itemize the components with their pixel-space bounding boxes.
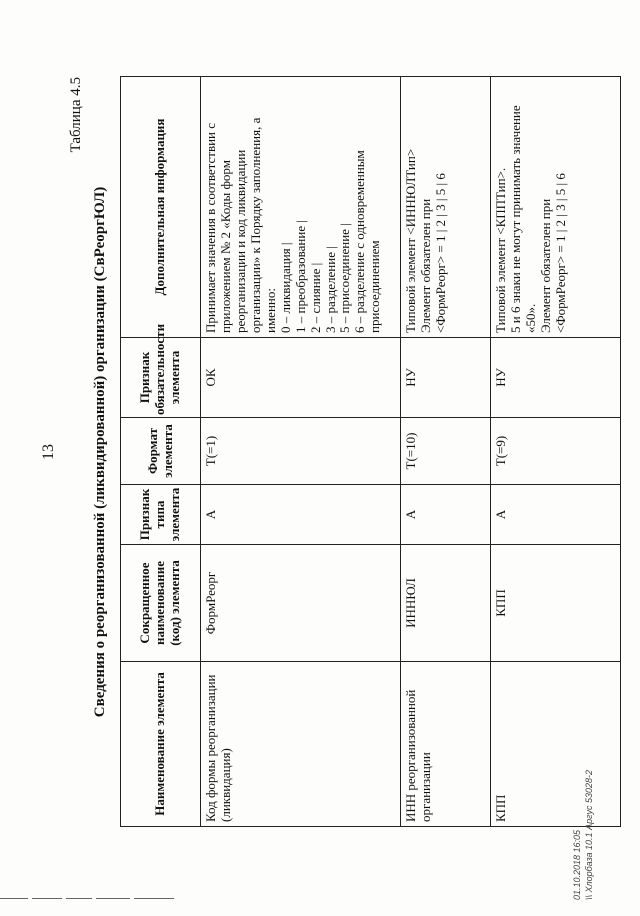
row-type: А — [201, 485, 401, 545]
row-name: КПП — [491, 662, 621, 827]
row-required: ОК — [201, 338, 401, 418]
row-required: НУ — [401, 338, 491, 418]
header-type: Признак типа элемента — [121, 485, 201, 545]
info-line: 0 – ликвидация | — [277, 242, 293, 333]
info-line: 6 – разделение с одновременным — [352, 150, 368, 333]
row-format: T(=9) — [491, 418, 621, 485]
info-line: Типовой элемент <ИННЮЛТип> — [403, 148, 418, 333]
info-line: <ФормРеорг> = 1 | 2 | 3 | 5 | 6 — [432, 173, 448, 333]
info-line: присоединением — [367, 240, 383, 333]
info-line: «50». — [522, 303, 538, 333]
table-row — [201, 77, 401, 827]
info-line: приложением № 2 «Коды форм — [217, 160, 233, 333]
info-line: именно: — [262, 288, 278, 333]
row-required: НУ — [491, 338, 621, 418]
table-row — [491, 77, 621, 827]
header-name: Наименование элемента — [121, 662, 201, 827]
info-line: 1 – преобразование | — [292, 220, 308, 333]
info-line: реорганизации и код ликвидации — [232, 149, 248, 333]
row-info — [201, 77, 401, 338]
footer-stamp — [572, 730, 602, 900]
row-type: А — [401, 485, 491, 545]
row-type: А — [491, 485, 621, 545]
info-line: Элемент обязателен при — [537, 198, 553, 333]
table-row — [401, 77, 491, 827]
row-code: ИННЮЛ — [401, 545, 491, 662]
info-line: Принимает значения в соответствии с — [203, 122, 218, 333]
info-line: 5 – присоединение | — [337, 223, 353, 333]
info-line: 5 и 6 знаки не могут принимать значение — [507, 105, 523, 333]
row-name: ИНН реорганизованной организации — [401, 662, 491, 827]
header-required: Признак обязательности элемента — [121, 338, 201, 418]
header-format: Формат элемента — [121, 418, 201, 485]
page-number: 13 — [40, 444, 57, 460]
footer-text — [572, 730, 595, 900]
row-info — [401, 77, 491, 338]
rotated-content — [40, 77, 620, 827]
info-line: организации» к Порядку заполнения, а — [247, 117, 263, 333]
table-title: Сведения о реорганизованной (ликвидированной) организации (СвРеоргЮЛ) — [92, 186, 108, 718]
info-line: <ФормРеорг> = 1 | 2 | 3 | 5 | 6 — [552, 173, 568, 333]
header-code: Сокращенное наименование (код) элемента — [121, 545, 201, 662]
info-line: Элемент обязателен при — [417, 198, 433, 333]
info-line: Типовой элемент <КППТип>. — [493, 167, 508, 333]
header-info: Дополнительная информация — [121, 77, 201, 338]
info-line: 3 – разделение | — [322, 246, 338, 333]
row-format: T(=1) — [201, 418, 401, 485]
footer-line: \\ Хлорбаза 10.1 Аргус 53028-2 — [583, 769, 594, 900]
row-info — [491, 77, 621, 338]
info-line: 2 – слияние | — [307, 262, 323, 333]
bottom-dashes — [0, 898, 200, 901]
row-code: КПП — [491, 545, 621, 662]
header-row — [121, 77, 201, 827]
row-name: Код формы реорганизации (ликвидация) — [201, 662, 401, 827]
element-table — [120, 76, 621, 827]
row-code: ФормРеорг — [201, 545, 401, 662]
table-label: Таблица 4.5 — [68, 77, 84, 153]
row-format: T(=10) — [401, 418, 491, 485]
footer-line: 01.10.2018 16:05 — [572, 829, 582, 900]
